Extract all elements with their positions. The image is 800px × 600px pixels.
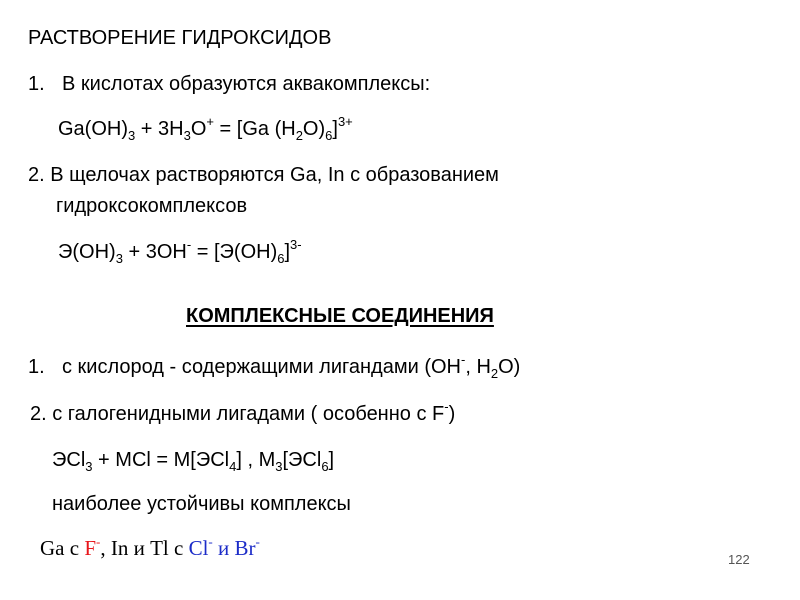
- list-number: 1.: [28, 356, 45, 378]
- chloride-bromide-ions: Cl- и Br-: [188, 534, 260, 560]
- list-item-text: В кислотах образуются аквакомплексы:: [62, 73, 431, 95]
- section-heading: КОМПЛЕКСНЫЕ СОЕДИНЕНИЯ: [186, 305, 494, 327]
- list-number: 1.: [28, 73, 45, 95]
- list-item-alkali-continued: гидроксокомплексов: [56, 195, 248, 217]
- list-item-halide-ligands: 2. с галогенидными лигадами ( особенно с F-): [30, 399, 456, 425]
- stable-complexes-list: Ga c F-, In и Tl с Cl- и Br-: [40, 534, 260, 560]
- list-item-oxygen-ligands: 1. с кислород - содержащими лигандами (OH-, $H_2O$): [28, 352, 521, 381]
- list-item-alkali: 2. В щелочах растворяются Ga, In с образованием: [28, 164, 499, 186]
- equation-acid: $Ga(OH)_3 + 3H_3O^+ = [Ga$ $(H_2O)_6]^{3+}$: [58, 114, 353, 143]
- equation-alkali: $Э(OH)_3 + 3OH^- = [Э(OH)_6]^{3-}$: [58, 237, 302, 266]
- list-item-acids: [28, 72, 430, 96]
- stable-complexes-text: наиболее устойчивы комплексы: [52, 493, 351, 515]
- fluoride-ion: F-: [84, 534, 101, 560]
- page-number: 122: [728, 552, 750, 567]
- equation-halide: ЭCl$_3$ + MCl = M[ЭCl$_4$] , $M_3[ЭCl_6]$: [52, 449, 335, 474]
- page-title: РАСТВОРЕНИЕ ГИДРОКСИДОВ: [28, 27, 332, 49]
